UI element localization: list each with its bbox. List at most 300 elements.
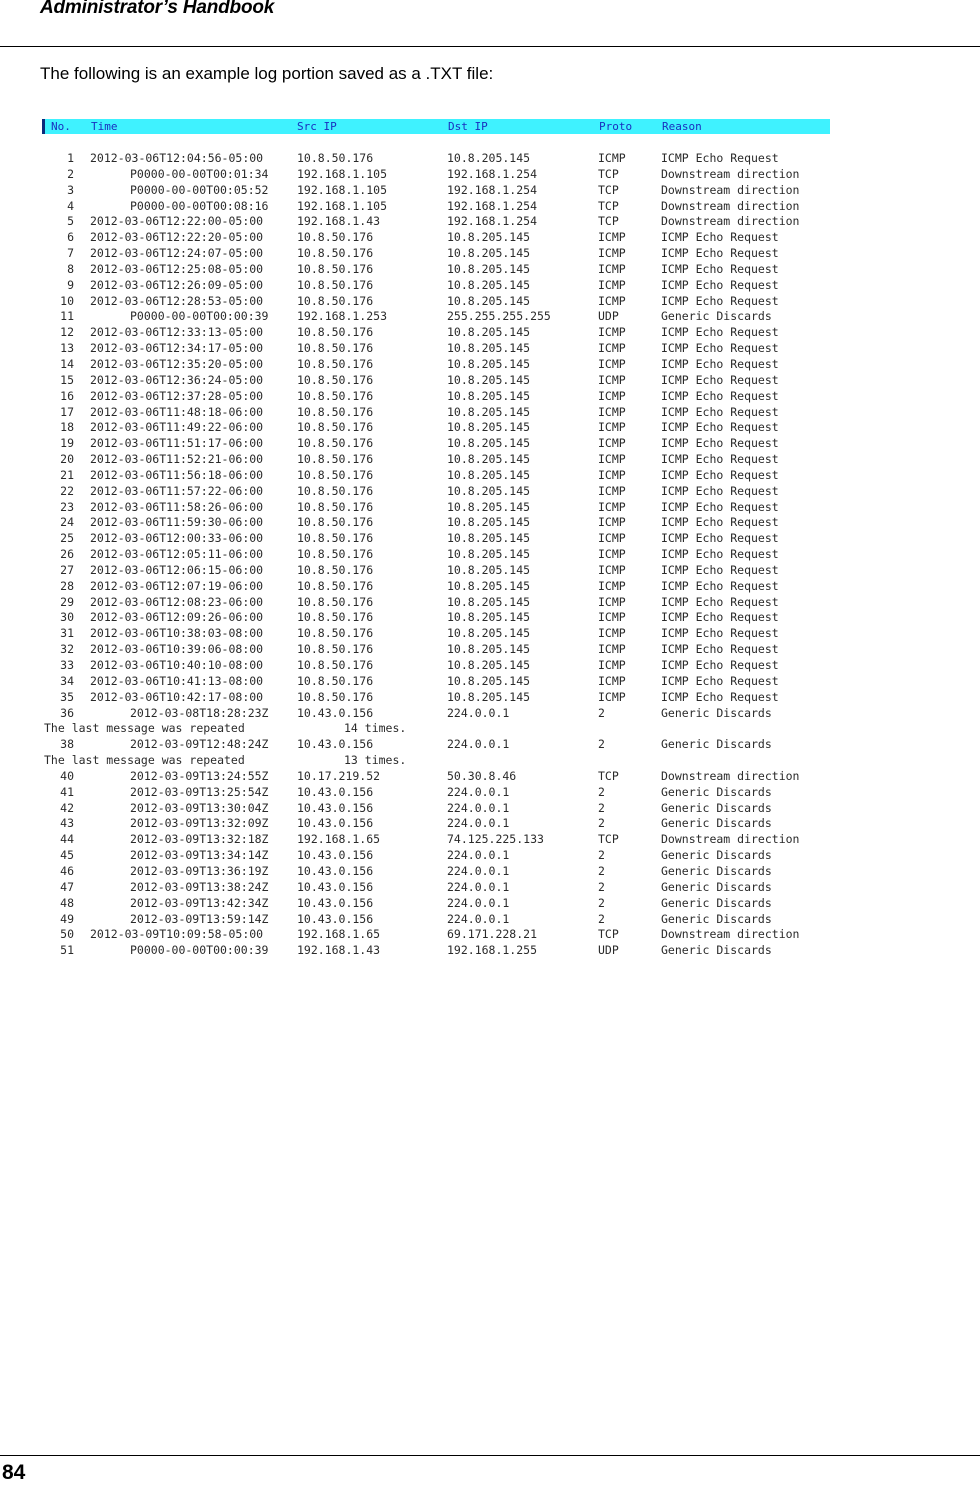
log-cell-no: 34 (60, 673, 74, 688)
log-row (42, 373, 831, 389)
log-cell-dst-ip: 224.0.0.1 (447, 879, 510, 894)
log-cell-time: 2012-03-06T10:42:17-08:00 (90, 689, 264, 704)
log-cell-src-ip: 10.8.50.176 (297, 547, 374, 562)
log-cell-reason: ICMP Echo Request (661, 230, 779, 245)
log-cell-proto: 2 (598, 737, 605, 752)
log-cell-reason: Generic Discards (661, 816, 772, 831)
log-cell-reason: Generic Discards (661, 784, 772, 799)
log-cell-dst-ip: 10.8.205.145 (447, 673, 531, 688)
log-cell-time: 2012-03-06T12:37:28-05:00 (90, 388, 264, 403)
log-cell-reason: ICMP Echo Request (661, 642, 779, 657)
log-cell-src-ip: 10.43.0.156 (297, 879, 374, 894)
log-row (42, 515, 831, 531)
log-cell-time: 2012-03-06T12:24:07-05:00 (90, 246, 264, 261)
log-cell-reason: Generic Discards (661, 737, 772, 752)
repeat-note-text: The last message was repeated (44, 753, 245, 768)
log-cell-src-ip: 10.8.50.176 (297, 452, 374, 467)
log-cell-no: 40 (60, 768, 74, 783)
log-cell-proto: 2 (598, 895, 605, 910)
log-cell-time: 2012-03-06T12:28:53-05:00 (90, 293, 264, 308)
log-cell-src-ip: 10.8.50.176 (297, 372, 374, 387)
footer-rule (0, 1455, 980, 1456)
log-cell-dst-ip: 10.8.205.145 (447, 547, 531, 562)
log-cell-reason: ICMP Echo Request (661, 610, 779, 625)
log-cell-no: 17 (60, 404, 74, 419)
log-cell-dst-ip: 192.168.1.255 (447, 943, 538, 958)
log-cell-no: 16 (60, 388, 74, 403)
log-cell-no: 11 (60, 309, 74, 324)
log-cell-time: P0000-00-00T00:08:16 (130, 198, 269, 213)
log-cell-dst-ip: 192.168.1.254 (447, 214, 538, 229)
log-cell-proto: TCP (598, 832, 619, 847)
log-cell-time: 2012-03-06T10:39:06-08:00 (90, 642, 264, 657)
log-cell-reason: ICMP Echo Request (661, 436, 779, 451)
log-cell-proto: TCP (598, 214, 619, 229)
log-cell-dst-ip: 224.0.0.1 (447, 737, 510, 752)
log-cell-reason: Downstream direction (661, 927, 800, 942)
log-cell-src-ip: 10.8.50.176 (297, 658, 374, 672)
log-cell-src-ip: 10.43.0.156 (297, 705, 374, 720)
log-cell-dst-ip: 10.8.205.145 (447, 436, 531, 451)
log-cell-proto: UDP (598, 309, 619, 324)
log-cell-reason: ICMP Echo Request (661, 594, 779, 609)
log-cell-no: 3 (67, 182, 74, 197)
log-cell-dst-ip: 10.8.205.145 (447, 499, 531, 514)
log-row (42, 595, 831, 611)
log-cell-no: 27 (60, 562, 74, 577)
log-cell-time: 2012-03-06T11:51:17-06:00 (90, 436, 264, 451)
log-cell-time: 2012-03-06T12:09:26-06:00 (90, 610, 264, 625)
log-cell-dst-ip: 10.8.205.145 (447, 610, 531, 625)
log-cell-proto: 2 (598, 800, 605, 815)
log-cell-no: 45 (60, 848, 74, 863)
log-cell-dst-ip: 10.8.205.145 (447, 293, 531, 308)
log-cell-src-ip: 10.8.50.176 (297, 626, 374, 641)
column-time: Time (91, 120, 118, 133)
log-cell-no: 24 (60, 515, 74, 530)
log-cell-src-ip: 192.168.1.65 (297, 832, 381, 847)
log-cell-reason: ICMP Echo Request (661, 341, 779, 356)
log-cell-time: P0000-00-00T00:05:52 (130, 182, 269, 197)
log-cell-dst-ip: 10.8.205.145 (447, 658, 531, 672)
page-number: 84 (2, 1461, 26, 1484)
log-cell-time: 2012-03-06T12:06:15-06:00 (90, 562, 264, 577)
log-cell-src-ip: 10.43.0.156 (297, 895, 374, 910)
log-cell-proto: ICMP (598, 499, 626, 514)
log-cell-time: 2012-03-06T12:22:20-05:00 (90, 230, 264, 245)
log-cell-dst-ip: 10.8.205.145 (447, 404, 531, 419)
log-cell-time: 2012-03-09T12:48:24Z (130, 737, 269, 752)
log-row (42, 468, 831, 484)
log-cell-no: 25 (60, 531, 74, 546)
log-cell-no: 5 (67, 214, 74, 229)
log-row (42, 690, 831, 706)
log-row (42, 737, 831, 753)
log-row (42, 436, 831, 452)
log-cell-time: 2012-03-09T13:25:54Z (130, 784, 269, 799)
log-cell-dst-ip: 10.8.205.145 (447, 626, 531, 641)
log-cell-no: 10 (60, 293, 74, 308)
column-proto: Proto (599, 120, 633, 133)
log-cell-dst-ip: 10.8.205.145 (447, 531, 531, 546)
log-cell-proto: ICMP (598, 436, 626, 451)
log-cell-no: 32 (60, 642, 74, 657)
log-cell-src-ip: 10.43.0.156 (297, 816, 374, 831)
column-no: No. (51, 120, 71, 133)
log-cell-proto: ICMP (598, 356, 626, 371)
log-cell-dst-ip: 192.168.1.254 (447, 198, 538, 213)
log-cell-time: 2012-03-06T11:49:22-06:00 (90, 420, 264, 435)
log-row (42, 452, 831, 468)
log-cell-reason: ICMP Echo Request (661, 515, 779, 530)
log-cell-no: 21 (60, 467, 74, 482)
log-cell-proto: ICMP (598, 341, 626, 356)
log-cell-proto: ICMP (598, 483, 626, 498)
log-cell-proto: ICMP (598, 246, 626, 261)
log-row (42, 199, 831, 215)
log-cell-src-ip: 192.168.1.105 (297, 166, 388, 181)
log-cell-src-ip: 10.8.50.176 (297, 261, 374, 276)
log-cell-no: 35 (60, 689, 74, 704)
log-cell-src-ip: 10.43.0.156 (297, 911, 374, 926)
log-cell-time: 2012-03-06T11:56:18-06:00 (90, 467, 264, 482)
log-cell-src-ip: 10.8.50.176 (297, 388, 374, 403)
log-cell-reason: Downstream direction (661, 832, 800, 847)
log-cell-dst-ip: 10.8.205.145 (447, 277, 531, 292)
log-cell-proto: TCP (598, 182, 619, 197)
log-cell-src-ip: 10.8.50.176 (297, 325, 374, 340)
log-cell-time: 2012-03-06T12:34:17-05:00 (90, 341, 264, 356)
log-row (42, 864, 831, 880)
log-cell-proto: ICMP (598, 372, 626, 387)
log-cell-proto: ICMP (598, 562, 626, 577)
log-cell-src-ip: 10.8.50.176 (297, 642, 374, 657)
intro-paragraph: The following is an example log portion saved as a .TXT file: (40, 64, 494, 83)
log-cell-dst-ip: 10.8.205.145 (447, 246, 531, 261)
log-cell-dst-ip: 224.0.0.1 (447, 705, 510, 720)
log-cell-time: P0000-00-00T00:00:39 (130, 943, 269, 958)
log-cell-src-ip: 192.168.1.43 (297, 943, 381, 958)
log-row (42, 610, 831, 626)
log-cell-src-ip: 10.43.0.156 (297, 784, 374, 799)
log-cell-no: 18 (60, 420, 74, 435)
log-cell-time: 2012-03-08T18:28:23Z (130, 705, 269, 720)
log-cell-time: 2012-03-06T11:57:22-06:00 (90, 483, 264, 498)
log-cell-time: 2012-03-06T12:04:56-05:00 (90, 151, 264, 165)
log-cell-src-ip: 10.8.50.176 (297, 515, 374, 530)
log-cell-no: 30 (60, 610, 74, 625)
log-row (42, 848, 831, 864)
log-cell-reason: Generic Discards (661, 895, 772, 910)
log-cell-no: 41 (60, 784, 74, 799)
column-dst-ip: Dst IP (448, 120, 488, 133)
log-row (42, 278, 831, 294)
log-cell-time: 2012-03-06T12:08:23-06:00 (90, 594, 264, 609)
log-cell-time: 2012-03-09T13:34:14Z (130, 848, 269, 863)
log-cell-proto: ICMP (598, 404, 626, 419)
log-cell-reason: ICMP Echo Request (661, 531, 779, 546)
log-cell-no: 13 (60, 341, 74, 356)
log-cell-proto: 2 (598, 784, 605, 799)
log-cell-proto: ICMP (598, 531, 626, 546)
log-cell-dst-ip: 10.8.205.145 (447, 515, 531, 530)
log-cell-src-ip: 192.168.1.253 (297, 309, 388, 324)
log-cell-src-ip: 10.8.50.176 (297, 673, 374, 688)
log-cell-dst-ip: 10.8.205.145 (447, 594, 531, 609)
log-cell-proto: ICMP (598, 420, 626, 435)
log-cell-time: 2012-03-06T10:41:13-08:00 (90, 673, 264, 688)
log-screenshot (42, 119, 831, 964)
log-row (42, 626, 831, 642)
log-row (42, 262, 831, 278)
log-cell-time: P0000-00-00T00:01:34 (130, 166, 269, 181)
log-cell-reason: Downstream direction (661, 182, 800, 197)
log-cell-src-ip: 10.8.50.176 (297, 420, 374, 435)
log-cell-time: 2012-03-09T13:24:55Z (130, 768, 269, 783)
log-cell-reason: ICMP Echo Request (661, 483, 779, 498)
log-cell-time: 2012-03-09T13:38:24Z (130, 879, 269, 894)
log-row (42, 658, 831, 674)
log-cell-time: 2012-03-06T12:00:33-06:00 (90, 531, 264, 546)
log-cell-src-ip: 10.43.0.156 (297, 848, 374, 863)
log-cell-time: 2012-03-09T13:32:18Z (130, 832, 269, 847)
log-row (42, 531, 831, 547)
log-cell-proto: ICMP (598, 594, 626, 609)
log-cell-time: 2012-03-06T12:22:00-05:00 (90, 214, 264, 229)
log-cell-reason: ICMP Echo Request (661, 372, 779, 387)
log-repeat-note (42, 753, 831, 769)
column-reason: Reason (662, 120, 702, 133)
log-cell-no: 12 (60, 325, 74, 340)
log-cell-time: 2012-03-06T12:36:24-05:00 (90, 372, 264, 387)
log-cell-src-ip: 10.8.50.176 (297, 356, 374, 371)
log-cell-reason: ICMP Echo Request (661, 499, 779, 514)
log-cell-no: 33 (60, 658, 74, 672)
log-cell-reason: Downstream direction (661, 214, 800, 229)
log-cell-src-ip: 10.43.0.156 (297, 863, 374, 878)
log-cell-no: 8 (67, 261, 74, 276)
log-cell-time: 2012-03-06T12:35:20-05:00 (90, 356, 264, 371)
log-cell-dst-ip: 192.168.1.254 (447, 166, 538, 181)
log-row (42, 294, 831, 310)
log-row (42, 642, 831, 658)
log-cell-dst-ip: 10.8.205.145 (447, 388, 531, 403)
log-cell-no: 6 (67, 230, 74, 245)
log-cell-no: 7 (67, 246, 74, 261)
log-row (42, 769, 831, 785)
log-cell-src-ip: 10.8.50.176 (297, 293, 374, 308)
log-cell-proto: ICMP (598, 642, 626, 657)
log-cell-proto: 2 (598, 705, 605, 720)
log-cell-src-ip: 10.8.50.176 (297, 531, 374, 546)
log-cell-dst-ip: 10.8.205.145 (447, 452, 531, 467)
log-row (42, 832, 831, 848)
log-cell-proto: TCP (598, 927, 619, 942)
log-cell-dst-ip: 74.125.225.133 (447, 832, 544, 847)
log-cell-reason: ICMP Echo Request (661, 151, 779, 165)
log-cell-time: 2012-03-06T12:26:09-05:00 (90, 277, 264, 292)
log-cell-dst-ip: 69.171.228.21 (447, 927, 538, 942)
log-cell-proto: TCP (598, 166, 619, 181)
log-row (42, 896, 831, 912)
log-cell-src-ip: 192.168.1.105 (297, 182, 388, 197)
log-cell-dst-ip: 10.8.205.145 (447, 467, 531, 482)
log-cell-proto: 2 (598, 863, 605, 878)
log-cell-no: 43 (60, 816, 74, 831)
log-cell-proto: ICMP (598, 610, 626, 625)
log-cell-reason: ICMP Echo Request (661, 420, 779, 435)
log-cell-time: P0000-00-00T00:00:39 (130, 309, 269, 324)
log-cell-no: 23 (60, 499, 74, 514)
log-cell-dst-ip: 50.30.8.46 (447, 768, 517, 783)
column-src-ip: Src IP (297, 120, 337, 133)
log-cell-src-ip: 10.8.50.176 (297, 689, 374, 704)
log-cell-dst-ip: 224.0.0.1 (447, 816, 510, 831)
repeat-note-count: 14 times. (344, 721, 407, 736)
log-cell-time: 2012-03-06T12:07:19-06:00 (90, 578, 264, 593)
log-cell-reason: Generic Discards (661, 309, 772, 324)
log-cell-dst-ip: 10.8.205.145 (447, 578, 531, 593)
log-cell-proto: ICMP (598, 261, 626, 276)
log-cell-dst-ip: 10.8.205.145 (447, 420, 531, 435)
log-cell-src-ip: 192.168.1.43 (297, 214, 381, 229)
log-cell-proto: TCP (598, 768, 619, 783)
log-cell-no: 31 (60, 626, 74, 641)
log-row (42, 880, 831, 896)
log-cell-dst-ip: 10.8.205.145 (447, 261, 531, 276)
log-cell-time: 2012-03-06T11:48:18-06:00 (90, 404, 264, 419)
log-cell-proto: 2 (598, 911, 605, 926)
log-cell-dst-ip: 224.0.0.1 (447, 863, 510, 878)
log-cell-src-ip: 10.43.0.156 (297, 737, 374, 752)
log-cell-dst-ip: 10.8.205.145 (447, 356, 531, 371)
log-cell-time: 2012-03-06T12:25:08-05:00 (90, 261, 264, 276)
log-cell-reason: ICMP Echo Request (661, 673, 779, 688)
log-column-header (42, 119, 830, 134)
log-cell-no: 36 (60, 705, 74, 720)
log-cell-no: 51 (60, 943, 74, 958)
log-cell-no: 28 (60, 578, 74, 593)
log-cell-no: 1 (67, 151, 74, 165)
log-cell-reason: Downstream direction (661, 198, 800, 213)
log-row (42, 309, 831, 325)
log-cell-src-ip: 10.8.50.176 (297, 562, 374, 577)
log-row (42, 912, 831, 928)
log-cell-dst-ip: 10.8.205.145 (447, 483, 531, 498)
log-cell-reason: Downstream direction (661, 166, 800, 181)
header-rule (0, 46, 980, 47)
log-cell-time: 2012-03-09T13:59:14Z (130, 911, 269, 926)
log-row (42, 500, 831, 516)
log-cell-src-ip: 10.8.50.176 (297, 151, 374, 165)
log-cell-reason: ICMP Echo Request (661, 261, 779, 276)
log-cell-dst-ip: 224.0.0.1 (447, 895, 510, 910)
log-cell-reason: Generic Discards (661, 800, 772, 815)
log-cell-dst-ip: 224.0.0.1 (447, 848, 510, 863)
log-cell-time: 2012-03-06T11:52:21-06:00 (90, 452, 264, 467)
log-cell-no: 44 (60, 832, 74, 847)
log-cell-reason: ICMP Echo Request (661, 325, 779, 340)
log-cell-proto: TCP (598, 198, 619, 213)
log-cell-src-ip: 10.17.219.52 (297, 768, 381, 783)
log-cell-dst-ip: 224.0.0.1 (447, 911, 510, 926)
log-cell-time: 2012-03-06T11:58:26-06:00 (90, 499, 264, 514)
log-cell-no: 26 (60, 547, 74, 562)
log-cell-proto: ICMP (598, 673, 626, 688)
log-cell-reason: Generic Discards (661, 911, 772, 926)
log-cell-time: 2012-03-06T10:40:10-08:00 (90, 658, 264, 672)
log-cell-reason: ICMP Echo Request (661, 626, 779, 641)
log-cell-no: 42 (60, 800, 74, 815)
log-cell-no: 38 (60, 737, 74, 752)
log-row (42, 341, 831, 357)
log-cell-reason: ICMP Echo Request (661, 547, 779, 562)
log-cell-proto: UDP (598, 943, 619, 958)
log-cell-dst-ip: 192.168.1.254 (447, 182, 538, 197)
log-cell-no: 9 (67, 277, 74, 292)
log-cell-proto: 2 (598, 879, 605, 894)
log-row (42, 167, 831, 183)
log-row (42, 801, 831, 817)
repeat-note-text: The last message was repeated (44, 721, 245, 736)
log-cell-reason: ICMP Echo Request (661, 562, 779, 577)
log-cell-no: 29 (60, 594, 74, 609)
log-cell-reason: Generic Discards (661, 848, 772, 863)
log-cell-dst-ip: 10.8.205.145 (447, 372, 531, 387)
log-cell-reason: Downstream direction (661, 768, 800, 783)
log-cell-src-ip: 10.8.50.176 (297, 578, 374, 593)
log-row (42, 484, 831, 500)
log-cell-dst-ip: 10.8.205.145 (447, 562, 531, 577)
log-cell-proto: ICMP (598, 277, 626, 292)
log-cell-dst-ip: 10.8.205.145 (447, 642, 531, 657)
log-row (42, 706, 831, 722)
log-cell-src-ip: 10.8.50.176 (297, 341, 374, 356)
log-cell-proto: ICMP (598, 547, 626, 562)
repeat-note-count: 13 times. (344, 753, 407, 768)
log-cell-proto: ICMP (598, 325, 626, 340)
log-cell-src-ip: 10.8.50.176 (297, 230, 374, 245)
log-cell-proto: ICMP (598, 578, 626, 593)
log-cell-reason: ICMP Echo Request (661, 452, 779, 467)
log-cell-no: 22 (60, 483, 74, 498)
log-cell-no: 48 (60, 895, 74, 910)
log-row (42, 183, 831, 199)
log-cell-reason: ICMP Echo Request (661, 467, 779, 482)
log-cell-dst-ip: 10.8.205.145 (447, 341, 531, 356)
log-cell-proto: ICMP (598, 230, 626, 245)
log-row (42, 674, 831, 690)
log-cell-reason: ICMP Echo Request (661, 388, 779, 403)
log-cell-reason: ICMP Echo Request (661, 658, 779, 672)
log-cell-dst-ip: 224.0.0.1 (447, 784, 510, 799)
log-cell-proto: ICMP (598, 452, 626, 467)
log-cell-src-ip: 10.8.50.176 (297, 499, 374, 514)
log-cell-no: 47 (60, 879, 74, 894)
log-cell-src-ip: 10.8.50.176 (297, 404, 374, 419)
log-cell-proto: ICMP (598, 626, 626, 641)
log-cell-time: 2012-03-06T12:05:11-06:00 (90, 547, 264, 562)
log-row (42, 214, 831, 230)
log-cell-time: 2012-03-06T12:33:13-05:00 (90, 325, 264, 340)
log-cell-dst-ip: 10.8.205.145 (447, 230, 531, 245)
log-row (42, 151, 831, 167)
log-row (42, 405, 831, 421)
log-cell-no: 46 (60, 863, 74, 878)
log-repeat-note (42, 721, 831, 737)
log-cell-src-ip: 192.168.1.105 (297, 198, 388, 213)
log-cell-dst-ip: 255.255.255.255 (447, 309, 551, 324)
